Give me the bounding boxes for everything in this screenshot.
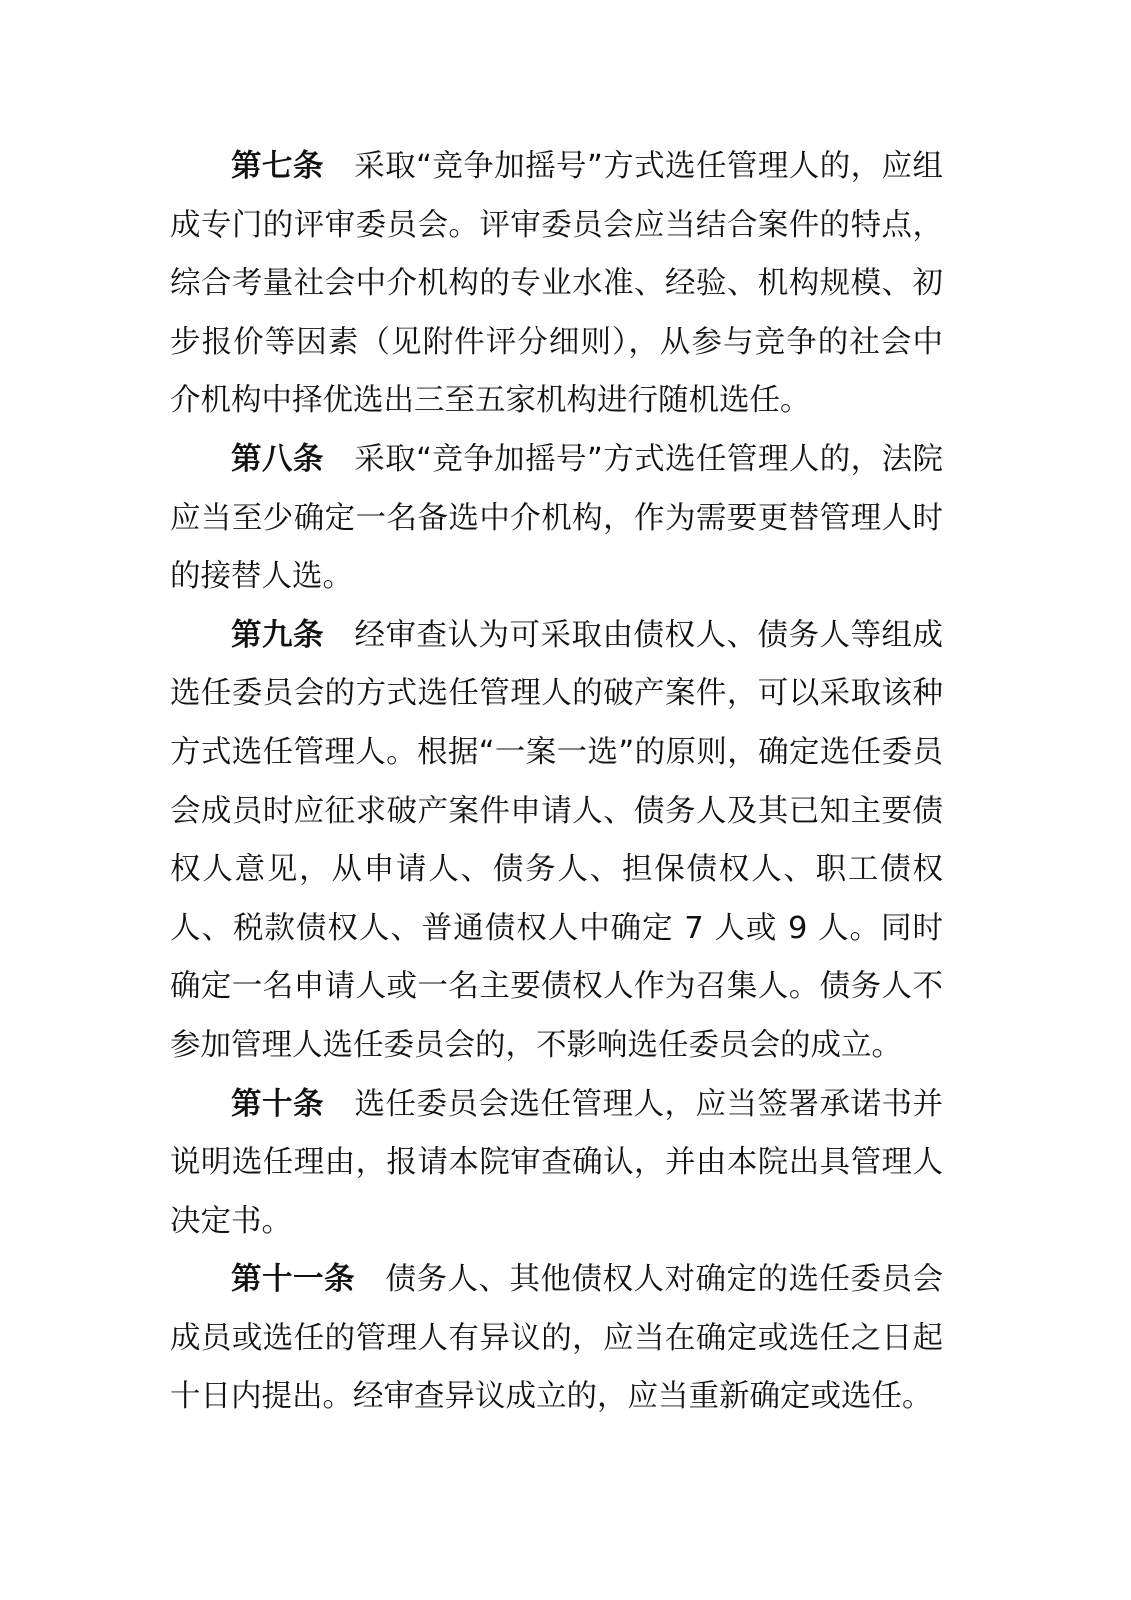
article-title: 第十一条 (231, 1262, 355, 1298)
article-title: 第八条 (231, 441, 324, 477)
article-9 (170, 607, 943, 1076)
article-title: 第九条 (231, 617, 324, 653)
article-10 (170, 1076, 943, 1252)
article-title: 第七条 (231, 149, 324, 184)
article-text: 选任委员会选任管理人，应当签署承诺书并说明选任理由，报请本院审查确认，并由本院出具管理人决定书。 (170, 1086, 943, 1239)
article-text: 采取“竞争加摇号”方式选任管理人的，法院应当至少确定一名备选中介机构，作为需要更替管理人时的接替人选。 (170, 441, 943, 595)
article-text: 采取“竞争加摇号”方式选任管理人的，应组成专门的评审委员会。评审委员会应当结合案件的特点，综合考量社会中介机构的专业水准、经验、机构规模、初步报价等因素（见附件评分细则），从参与竞争的社会中介机构中择优选出三至五家机构进行随机选任。 (170, 149, 943, 419)
article-8 (170, 431, 943, 607)
article-7 (170, 138, 943, 431)
article-11 (170, 1251, 943, 1427)
document-body (170, 138, 943, 1427)
article-text: 经审查认为可采取由债权人、债务人等组成选任委员会的方式选任管理人的破产案件，可以采取该种方式选任管理人。根据“一案一选”的原则，确定选任委员会成员时应征求破产案件申请人、债务人及其已知主要债权人意见，从申请人、债务人、担保债权人、职工债权人、税款债权人、普通债权人中确定 7 人或 9 人。同时确定一名申请人或一名主要债权人作为召集人。债务人不参加管理人选任委员会的，不影响选任委员会的成立。 (170, 617, 943, 1063)
article-text: 债务人、其他债权人对确定的选任委员会成员或选任的管理人有异议的，应当在确定或选任之日起十日内提出。经审查异议成立的，应当重新确定或选任。 (170, 1262, 943, 1415)
article-title: 第十条 (231, 1086, 324, 1122)
